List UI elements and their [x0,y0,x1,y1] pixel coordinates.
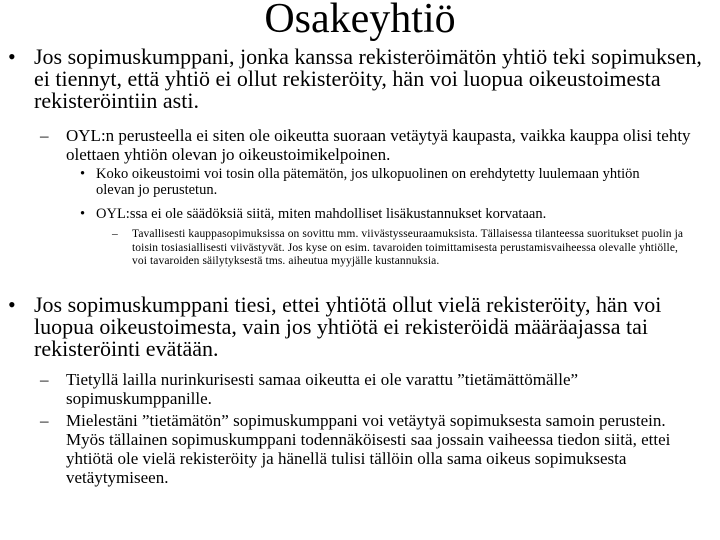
bullet-marker: • [8,292,16,317]
bullet-level4 [112,228,694,269]
dash-marker: – [40,126,49,145]
slide-title: Osakeyhtiö [264,0,456,42]
dash-marker: – [112,228,118,240]
bullet-level3 [80,166,680,198]
bullet-marker: • [8,44,16,69]
bullet-level2 [40,370,680,408]
bullet-level3 [80,206,700,222]
dash-marker: – [40,370,49,389]
bullet-text: OYL:ssa ei ole säädöksiä siitä, miten mahdolliset lisäkustannukset korvataan. [96,206,547,222]
bullet-text: OYL:n perusteella ei siten ole oikeutta suoraan vetäytyä kaupasta, vaikka kauppa olisi tehty olettaen yhtiön olevan jo oikeustoimikelpoinen. [66,126,691,164]
bullet-text: Tavallisesti kauppasopimuksissa on sovittu mm. viivästysseuraamuksista. Tällaisessa tilanteessa suoritukset puolin ja toisin tosiasiallisesti viivästyvät. Jos kyse on esim. tavaroiden toimittamisesta perustamisvaiheessa olevalle yhtiölle, voi tavaroiden säilytyksestä tms. aiheutua myyjälle kustannuksia. [132,228,684,267]
bullet-marker: • [80,166,86,182]
bullet-marker: • [80,206,86,222]
dash-marker: – [40,411,49,430]
bullet-level1 [8,46,716,112]
bullet-text: Koko oikeustoimi voi tosin olla pätemätön, jos ulkopuolinen on erehdytetty luulemaan yhtiön olevan jo perustetun. [96,166,640,198]
bullet-text: Mielestäni ”tietämätön” sopimuskumppani voi vetäytyä sopimuksesta samoin perustein. Myös tällainen sopimuskumppani todennäköisesti saa jossain vaiheessa tiedon siitä, ettei yhtiötä ole vielä rekisteröity ja hänellä tulisi tällöin olla sama oikeus sopimuksesta vetäytymiseen. [66,411,671,487]
bullet-level1 [8,294,716,360]
bullet-level2 [40,411,700,487]
bullet-level2 [40,126,700,164]
bullet-text: Jos sopimuskumppani, jonka kanssa rekisteröimätön yhtiö teki sopimuksen, ei tiennyt, että yhtiö ei ollut rekisteröity, hän voi luopua oikeustoimesta rekisteröintiin asti. [34,44,702,113]
bullet-text: Jos sopimuskumppani tiesi, ettei yhtiötä ollut vielä rekisteröity, hän voi luopua oikeustoimesta, vain jos yhtiötä ei rekisteröidä määräajassa tai rekisteröinti evätään. [34,292,662,361]
bullet-text: Tietyllä lailla nurinkurisesti samaa oikeutta ei ole varattu ”tietämättömälle” sopimuskumppanille. [66,370,579,408]
